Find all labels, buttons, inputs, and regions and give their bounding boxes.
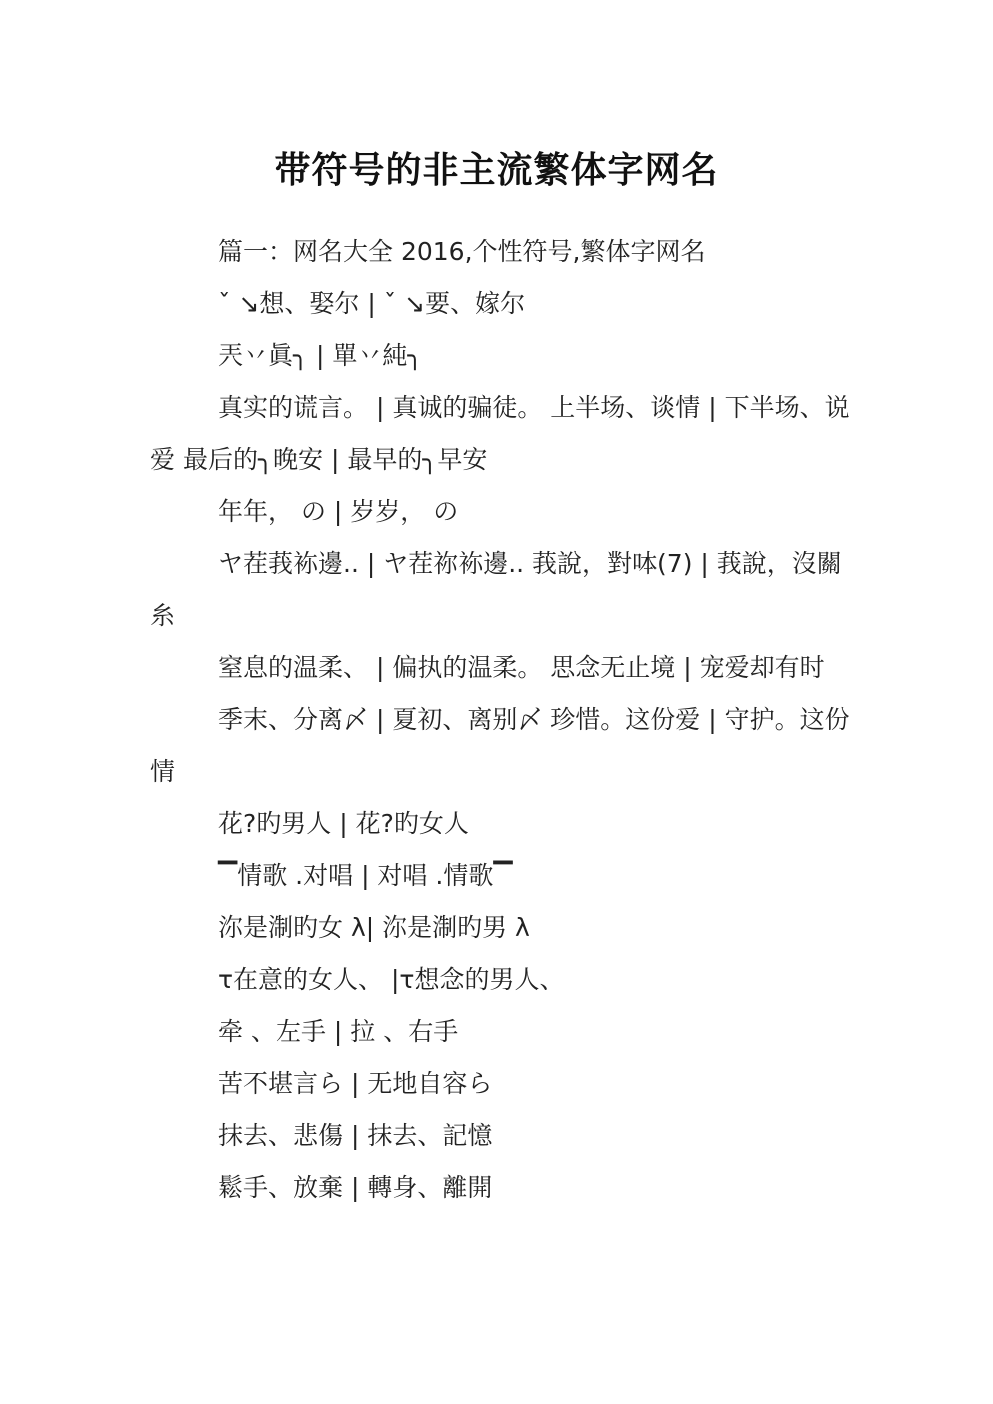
document-body bbox=[150, 226, 850, 1214]
paragraph-12: τ在意的女人、 |τ想念的男人、 bbox=[218, 965, 565, 994]
paragraph-11: 沵是淛旳女 λ| 沵是淛旳男 λ bbox=[218, 913, 530, 942]
page-title: 带符号的非主流繁体字网名 bbox=[274, 150, 719, 192]
paragraph-8: 季末、分离〆 | 夏初、离别〆 珍惜。这份爱 | 守护。这份情 bbox=[150, 705, 850, 786]
paragraph-3: 兲丷眞╮ | 單丷純╮ bbox=[218, 341, 423, 370]
paragraph-2: ˇ ↘想、娶尔 | ˇ ↘要、嫁尔 bbox=[218, 289, 526, 318]
paragraph-9: 花?旳男人 | 花?旳女人 bbox=[218, 809, 469, 838]
paragraph-6: ヤ茬莪袮邊.. | ヤ茬祢袮邊.. 莪說，對呠(7) | 莪說，沒關糸 bbox=[150, 549, 842, 630]
paragraph-1: 篇一：网名大全 2016,个性符号,繁体字网名 bbox=[218, 237, 706, 266]
paragraph-14: 苦不堪言ら | 无地自容ら bbox=[218, 1069, 493, 1098]
paragraph-13: 牵 、左手 | 拉 、右手 bbox=[218, 1017, 459, 1046]
paragraph-16: 鬆手、放棄 | 轉身、離開 bbox=[218, 1173, 493, 1202]
paragraph-5: 年年， の | 岁岁， の bbox=[218, 497, 459, 526]
paragraph-15: 抹去、悲傷 | 抹去、記憶 bbox=[218, 1121, 493, 1150]
paragraph-7: 窒息的温柔、 | 偏执的温柔。 思念无止境 | 宠爱却有时 bbox=[218, 653, 825, 682]
paragraph-10: ▔情歌 .对唱 | 对唱 .情歌▔ bbox=[218, 861, 513, 890]
paragraph-4: 真实的谎言。 | 真诚的骗徒。 上半场、谈情 | 下半场、说爱 最后的╮晚安 | 最早的╮早安 bbox=[150, 393, 850, 474]
